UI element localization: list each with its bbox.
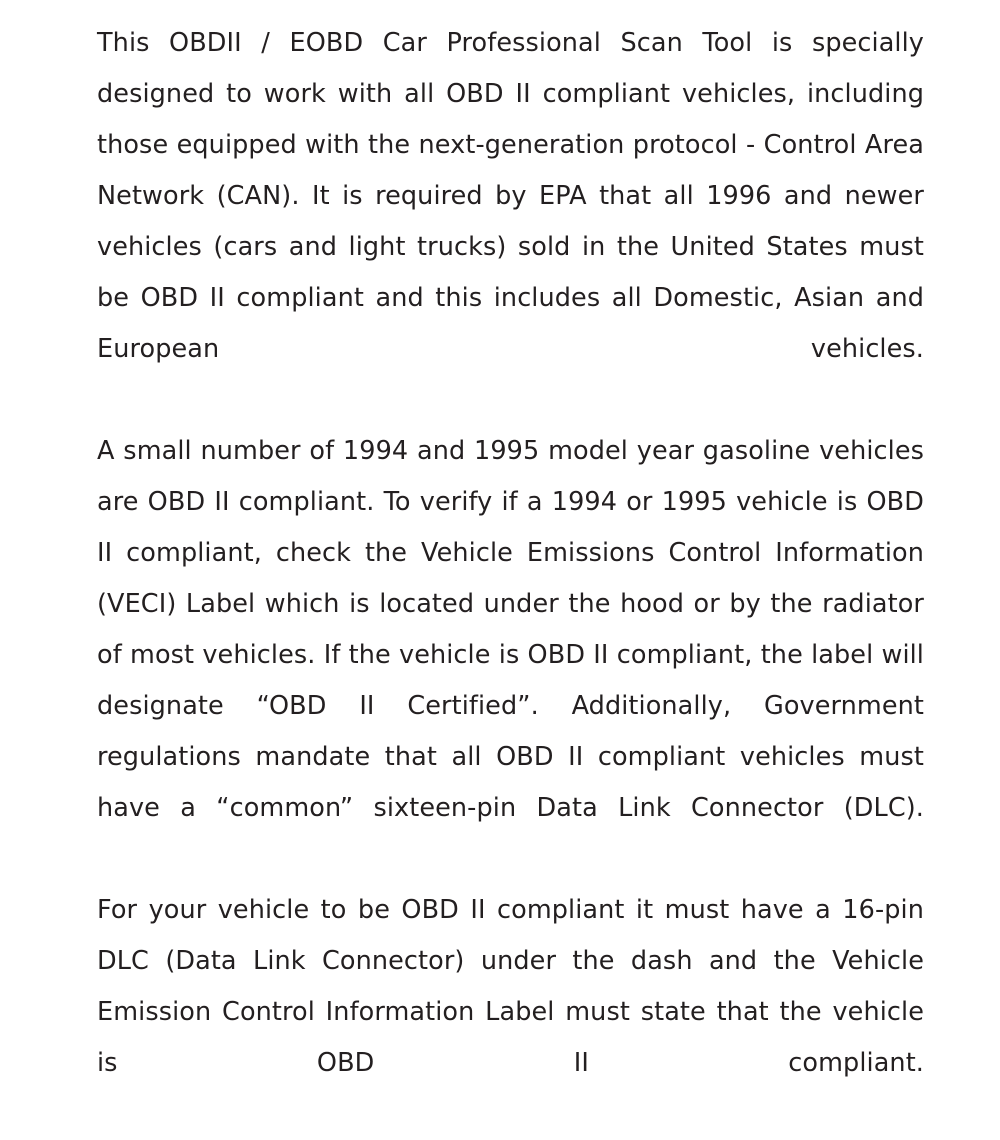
document-body: [97, 18, 924, 1140]
paragraph-3: For your vehicle to be OBD II compliant it must have a 16-pin DLC (Data Link Connector) under the dash and the Vehicle Emission Control Information Label must state that the vehicle is OBD II compliant.: [97, 895, 924, 1078]
paragraph-2: A small number of 1994 and 1995 model year gasoline vehicles are OBD II compliant. To verify if a 1994 or 1995 vehicle is OBD II compliant, check the Vehicle Emissions Control Information (VECI) Label which is located under the hood or by the radiator of most vehicles. If the vehicle is OBD II compliant, the label will designate “OBD II Certified”. Additionally, Government regulations mandate that all OBD II compliant vehicles must have a “common” sixteen-pin Data Link Connector (DLC).: [97, 436, 924, 823]
paragraph-1: This OBDII / EOBD Car Professional Scan Tool is specially designed to work with all OBD II compliant vehicles, including those equipped with the next-generation protocol - Control Area Network (CAN). It is required by EPA that all 1996 and newer vehicles (cars and light trucks) sold in the United States must be OBD II compliant and this includes all Domestic, Asian and European vehicles.: [97, 28, 924, 364]
